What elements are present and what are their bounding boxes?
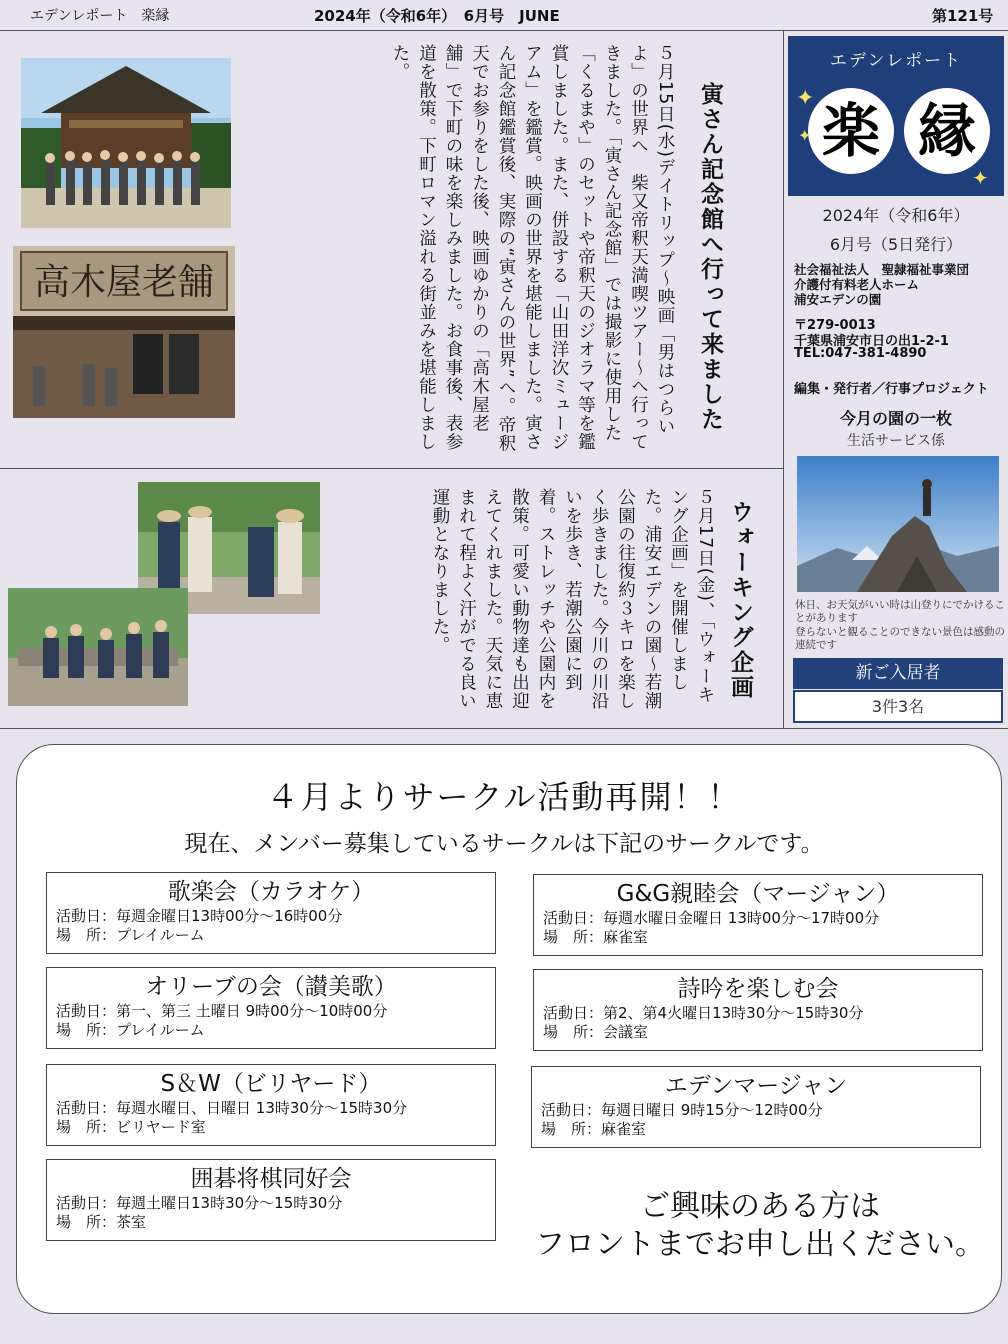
header-divider xyxy=(0,30,1008,31)
article2-photo-park xyxy=(8,588,188,706)
address: 千葉県浦安市日の出1-2-1 xyxy=(794,334,949,349)
circle-location: 場 所：ビリヤード室 xyxy=(56,1118,206,1136)
circles-subtitle: 現在、メンバー募集しているサークルは下記のサークルです。 xyxy=(184,831,824,857)
circle-name: G&G親睦会（マージャン） xyxy=(616,881,900,907)
article1-body: ５月15日(水)デイトリップ～映画「男はつらいよ」の世界へ 柴又帝釈天満喫ツアー～へ行ってきました。「寅さん記念館」では撮影に使用した「くるまや」のセットや帝釈天のジオラマ等を鑑賞しました。また、併設する「山田洋次ミュージアム」を鑑賞。映画の世界を堪能しました。寅さん記念館鑑賞後、実際の“寅さんの世界”へ。帝釈天でお参りをした後、映画ゆかりの「高木屋老舗」で下町の味を楽しみました。お食事後、表参道を散策。下町ロマン溢れる街並みを堪能しました。 xyxy=(390,44,675,453)
circles-title: ４月よりサークル活動再開！！ xyxy=(266,778,742,816)
circle-schedule: 活動日：毎週水曜日金曜日 13時00分～17時00分 xyxy=(543,909,880,927)
circle-location: 場 所：プレイルーム xyxy=(56,1021,205,1039)
photo-of-month xyxy=(797,456,999,592)
photo-of-month-dept: 生活サービス係 xyxy=(847,433,945,449)
circle-card xyxy=(46,1064,496,1146)
circle-card xyxy=(46,1159,496,1241)
circle-card xyxy=(533,874,983,956)
logo-char-1: 楽 xyxy=(808,88,894,174)
circle-card xyxy=(531,1066,981,1148)
circle-schedule: 活動日：毎週土曜日13時30分～15時30分 xyxy=(56,1194,343,1212)
circle-card xyxy=(46,967,496,1049)
circle-location: 場 所：プレイルーム xyxy=(56,926,205,944)
new-residents-label: 新ご入居者 xyxy=(793,658,1003,689)
sidebar-divider xyxy=(783,30,784,728)
org-name-2: 介護付有料老人ホーム xyxy=(794,277,920,292)
photo-caption-1: 休日、お天気がいい時は山登りにでかけることがあります xyxy=(795,599,1005,624)
circle-card xyxy=(533,969,983,1051)
circle-schedule: 活動日：第2、第4火曜日13時30分～15時30分 xyxy=(543,1004,864,1022)
photo-caption-2: 登らないと観ることのできない景色は感動の連続です xyxy=(795,626,1005,651)
article2-title: ウォーキング企画 xyxy=(727,500,753,700)
star-icon: ✦ xyxy=(796,86,815,111)
article2-body: ５月17日(金)、「ウォーキング企画」を開催しました。浦安エデンの園～若潮公園の往復約３キロを楽しく歩きました。今川の川沿いを歩き、若潮公園に到着。ストレッチや公園内を散策。可愛い動物達も出迎えてくれました。天気に恵まれて程よく汗がでる良い運動となりました。 xyxy=(430,488,715,710)
newsletter-logo xyxy=(788,36,1004,196)
sidebar-date-line1: 2024年（令和6年） xyxy=(822,206,970,225)
circle-name: S＆W（ビリヤード） xyxy=(160,1071,382,1097)
circle-name: 歌楽会（カラオケ） xyxy=(167,879,375,905)
page-header xyxy=(0,0,1008,30)
circle-name: オリーブの会（讃美歌） xyxy=(145,974,397,1000)
circle-schedule: 活動日：第一、第三 土曜日 9時00分～10時00分 xyxy=(56,1002,388,1020)
section-divider xyxy=(0,728,1008,729)
circle-schedule: 活動日：毎週水曜日、日曜日 13時30分～15時30分 xyxy=(56,1099,408,1117)
article-divider xyxy=(0,468,783,469)
circle-name: エデンマージャン xyxy=(664,1073,848,1099)
circle-name: 囲碁将棋同好会 xyxy=(190,1166,352,1192)
org-name-1: 社会福祉法人 聖隷福祉事業団 xyxy=(794,262,970,277)
circle-location: 場 所：麻雀室 xyxy=(543,928,649,946)
photo-of-month-title: 今月の園の一枚 xyxy=(839,409,952,428)
circle-location: 場 所：茶室 xyxy=(56,1213,147,1231)
article1-title: 寅さん記念館へ行って来ました xyxy=(697,82,723,432)
circle-location: 場 所：会議室 xyxy=(543,1023,649,1041)
star-icon: ✦ xyxy=(798,126,812,145)
sidebar-date-line2: 6月号（5日発行） xyxy=(829,235,963,254)
header-issue-number: 第121号 xyxy=(932,7,994,25)
circle-schedule: 活動日：毎週日曜日 9時15分～12時00分 xyxy=(541,1101,823,1119)
logo-title: エデンレポート xyxy=(829,51,963,71)
article1-photo-temple xyxy=(21,58,231,228)
new-residents-count: 3件3名 xyxy=(793,690,1003,723)
header-issue-date: 2024年（令和6年） 6月号 JUNE xyxy=(314,7,560,25)
header-title: エデンレポート 楽縁 xyxy=(30,8,170,24)
circle-location: 場 所：麻雀室 xyxy=(541,1120,647,1138)
logo-char-2: 縁 xyxy=(904,88,990,174)
star-icon: ✦ xyxy=(972,166,989,190)
article1-photo-takagiya xyxy=(13,246,235,418)
postal-code: 〒279-0013 xyxy=(794,318,876,333)
takagiya-sign-text: 高木屋老舗 xyxy=(33,262,215,303)
editor: 編集・発行者／行事プロジェクト xyxy=(794,382,989,397)
circle-name: 詩吟を楽しむ会 xyxy=(677,976,839,1002)
telephone: TEL:047-381-4890 xyxy=(794,346,927,361)
circle-schedule: 活動日：毎週金曜日13時00分～16時00分 xyxy=(56,907,343,925)
closing-message xyxy=(530,1188,990,1264)
circle-card xyxy=(46,872,496,954)
org-name-3: 浦安エデンの園 xyxy=(794,292,882,307)
closing-line-1: ご興味のある方は xyxy=(640,1189,880,1224)
closing-line-2: フロントまでお申し出ください。 xyxy=(535,1227,985,1262)
